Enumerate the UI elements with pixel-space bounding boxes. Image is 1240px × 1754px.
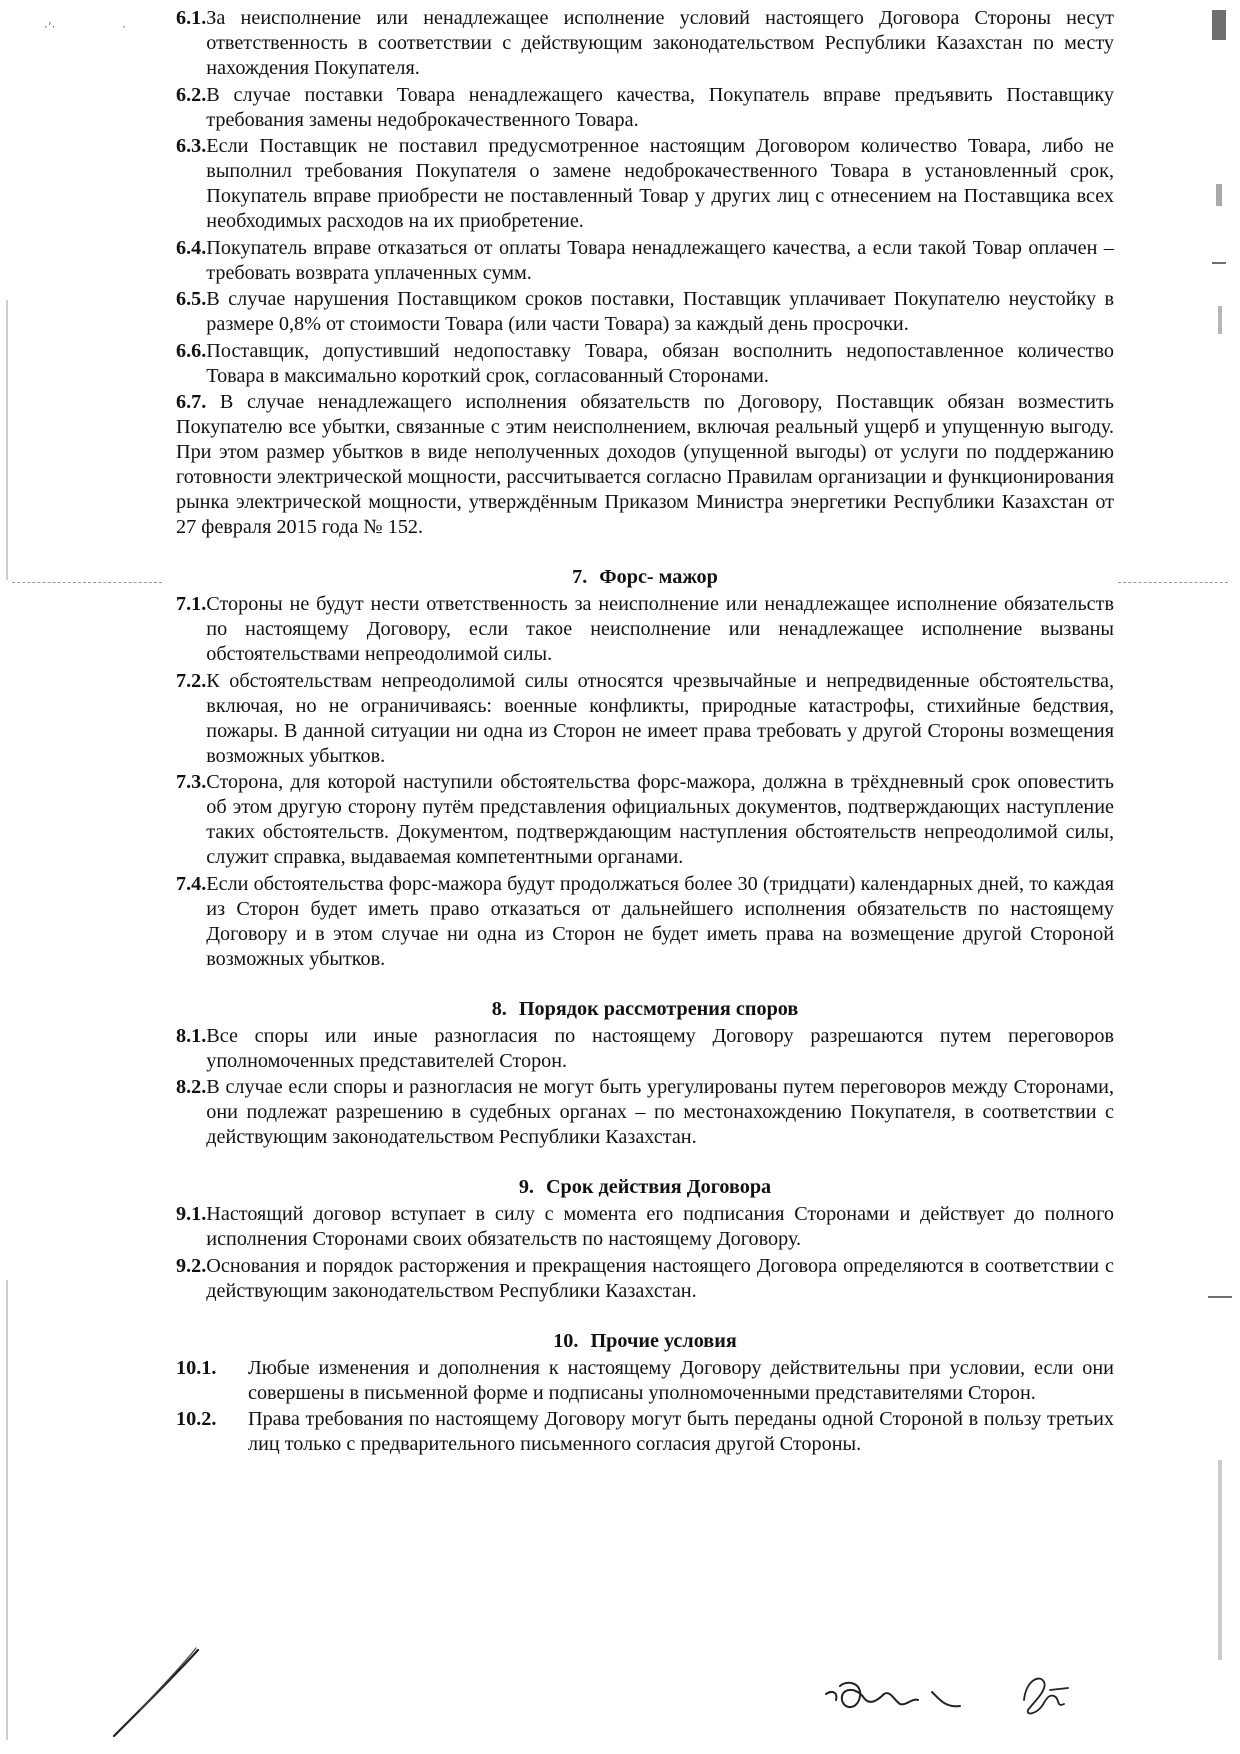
clause-text: Любые изменения и дополнения к настоящему Договору действительны при условии, если они совершены в письменной форме и подписаны уполномоченными представителями Сторон. [248,1356,1114,1404]
clause-text: Основания и порядок расторжения и прекращения настоящего Договора определяются в соответствии с действующим законодательством Республики Казахстан. [206,1254,1114,1302]
clause-10-1 [176,1356,1114,1406]
clause-6-7 [176,390,1114,540]
clause-number: 6.4. [176,236,207,259]
clause-text: Покупатель вправе отказаться от оплаты Товара ненадлежащего качества, а если такой Товар оплачен – требовать возврата уплаченных сумм. [206,236,1114,284]
clause-text: За неисполнение или ненадлежащее исполнение условий настоящего Договора Стороны несут ответственность в соответствии с действующим законодательством Республики Казахстан по месту нахождения Покупателя. [206,7,1114,79]
section-9 [176,1175,1114,1304]
clause-6-2 [176,83,1114,133]
section-number: 10. [553,1329,579,1352]
clause-6-3 [176,134,1114,234]
clause-number: 6.1. [176,7,207,29]
section-number: 8. [491,997,507,1020]
clause-number: 9.1. [176,1203,207,1225]
clause-number: 8.2. [176,1076,207,1098]
scan-edge-mark [1218,306,1222,334]
clause-text: Настоящий договор вступает в силу с момента его подписания Сторонами и действует до полного исполнения Сторонами своих обязательств по настоящему Договору. [206,1203,1114,1250]
scan-edge-mark [1212,262,1226,264]
clause-text: К обстоятельствам непреодолимой силы относятся чрезвычайные и непредвиденные обстоятельства, включая, но не ограничиваясь: военные конфликты, природные катастрофы, стихийные бедствия, пожары. В данной ситуации ни одна из Сторон не имеет права требовать у другой Стороны возмещения возможных убытков. [206,669,1114,767]
clause-number: 6.2. [176,83,207,106]
scan-speck: · [122,20,126,34]
scan-edge-mark [1218,1460,1222,1660]
clause-text: Поставщик, допустивший недопоставку Товара, обязан восполнить недопоставленное количество Товара в максимально короткий срок, согласованный Сторонами. [206,339,1114,387]
clause-number: 7.4. [176,872,207,895]
clause-number: 7.1. [176,593,207,615]
section-heading [176,565,1114,590]
clause-6-6 [176,339,1114,389]
clause-6-5 [176,287,1114,337]
signature-middle [820,1670,970,1730]
clause-text: В случае поставки Товара ненадлежащего качества, Покупатель вправе предъявить Поставщику требования замены недоброкачественного Товара. [206,83,1114,131]
section-number: 7. [572,566,588,588]
clause-number: 8.1. [176,1024,207,1047]
clause-number: 6.6. [176,339,207,362]
clause-10-2 [176,1407,1114,1457]
clause-text: Права требования по настоящему Договору могут быть переданы одной Стороной в пользу третьих лиц только с предварительного письменного согласия другой Стороны. [248,1408,1114,1455]
clause-7-3 [176,770,1114,870]
clause-text: В случае нарушения Поставщиком сроков поставки, Поставщик уплачивает Покупателю неустойку в размере 0,8% от стоимости Товара (или части Товара) за каждый день просрочки. [206,288,1114,335]
clause-9-1 [176,1202,1114,1252]
clause-8-1 [176,1024,1114,1074]
section-title-text: Срок действия Договора [545,1176,772,1198]
section-8 [176,997,1114,1151]
clause-number: 7.3. [176,771,207,793]
section-heading [176,997,1114,1022]
clause-text: В случае ненадлежащего исполнения обязательств по Договору, Поставщик обязан возместить Покупателю все убытки, связанные с этим неисполнением, включая реальный ущерб и упущенную выгоду. При этом размер убытков в виде неполученных доходов (упущенной выгоды) от услуги по поддержанию готовности электрической мощности, рассчитывается согласно Правилам организации и функционирования рынка электрической мощности, утверждённым Приказом Министра энергетики Республики Казахстан от 27 февраля 2015 года № 152. [176,391,1114,538]
signature-left [100,1640,210,1740]
scan-edge-mark [6,1280,8,1740]
clause-text: В случае если споры и разногласия не могут быть урегулированы путем переговоров между Сторонами, они подлежат разрешению в судебных органах – по местонахождению Покупателя, в соответствии с действующим законодательством Республики Казахстан. [206,1076,1114,1148]
clause-text: Стороны не будут нести ответственность за неисполнение или ненадлежащее исполнение обязательств по настоящему Договору, если такое неисполнение или ненадлежащее исполнение вызваны обстоятельствами непреодолимой силы. [206,593,1114,665]
clause-number: 10.2. [176,1408,217,1430]
section-7 [176,565,1114,972]
section-title-text: Форс- мажор [599,566,718,588]
clause-number: 9.2. [176,1254,207,1277]
section-heading [176,1329,1114,1354]
clause-9-2 [176,1254,1114,1304]
scan-edge-mark [1212,10,1226,40]
clause-number: 6.5. [176,288,207,310]
clause-7-2 [176,669,1114,769]
section-heading [176,1175,1114,1200]
clause-number: 7.2. [176,669,207,692]
scan-fold-line [1118,582,1228,583]
clause-text: Если Поставщик не поставил предусмотренное настоящим Договором количество Товара, либо не выполнил требования Покупателя о замене недоброкачественного Товара в установленный срок, Покупатель вправе приобрести не поставленный Товар у других лиц с отнесением на Поставщика всех необходимых расходов на их приобретение. [206,135,1114,232]
clause-number: 6.3. [176,135,207,157]
section-title-text: Прочие условия [590,1329,737,1352]
scan-edge-mark [1216,184,1222,206]
section-6 [176,6,1114,540]
section-10 [176,1329,1114,1458]
clause-number: 10.1. [176,1356,217,1379]
clause-text: Сторона, для которой наступили обстоятельства форс-мажора, должна в трёхдневный срок оповестить об этом другую сторону путём представления официальных документов, подтверждающих наступление таких обстоятельств. Документом, подтверждающим наступления обстоятельств непреодолимой силы, служит справка, выдаваемая компетентными органами. [206,771,1114,868]
scan-edge-mark [6,300,8,580]
clause-6-4 [176,236,1114,286]
clause-7-4 [176,872,1114,972]
scan-speck: ·ʼ· [44,20,56,34]
clause-text: Все споры или иные разногласия по настоящему Договору разрешаются путем переговоров уполномоченных представителей Сторон. [206,1024,1114,1072]
signature-right [1010,1660,1080,1730]
clause-number: 6.7. [176,391,207,413]
clause-text: Если обстоятельства форс-мажора будут продолжаться более 30 (тридцати) календарных дней, то каждая из Сторон будет иметь право отказаться от дальнейшего исполнения обязательств по настоящему Договору и в этом случае ни одна из Сторон не будет иметь права на возмещение другой Стороной возможных убытков. [206,872,1114,970]
scan-edge-mark [1208,1296,1232,1298]
scan-fold-line [12,582,162,583]
clause-8-2 [176,1075,1114,1150]
clause-6-1 [176,6,1114,81]
section-number: 9. [518,1176,534,1198]
document-page [176,6,1114,1459]
section-title-text: Порядок рассмотрения споров [518,997,799,1020]
clause-7-1 [176,592,1114,667]
